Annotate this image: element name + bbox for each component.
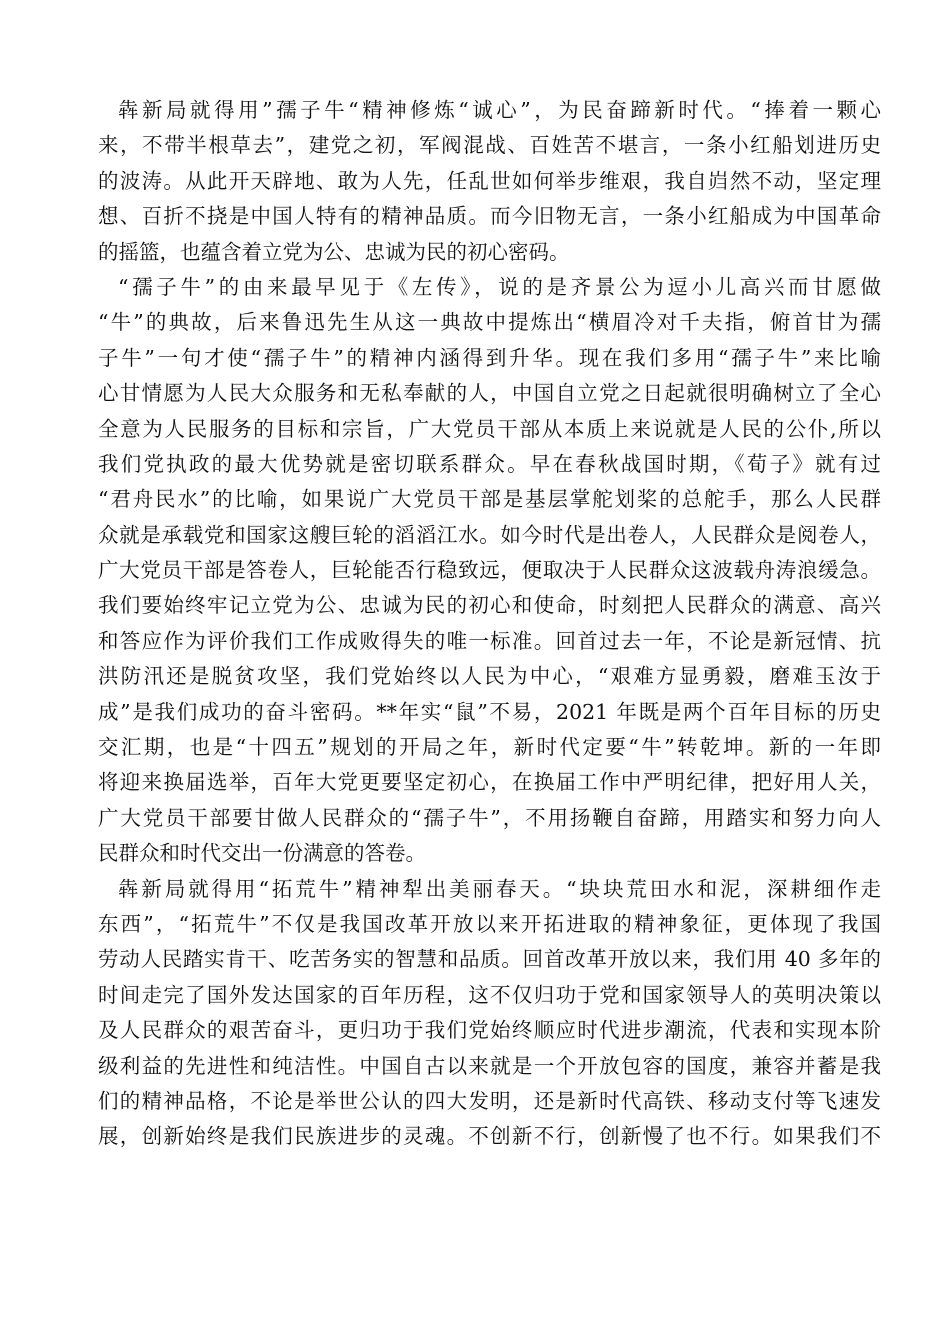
text-line: 广大党员干部要甘做人民群众的“孺子牛”，不用扬鞭自奋蹄，用踏实和努力向人 [98, 805, 881, 830]
text-line: 及人民群众的艰苦奋斗，更归功于我们党始终顺应时代进步潮流，代表和实现本阶 [98, 1018, 881, 1043]
text-line: 级利益的先进性和纯洁性。中国自古以来就是一个开放包容的国度，兼容并蓄是我 [98, 1053, 881, 1078]
text-line: 成”是我们成功的奋斗密码。**年实“鼠”不易，2021 年既是两个百年目标的历史 [98, 699, 881, 724]
text-line: 来，不带半根草去”，建党之初，军阀混战、百姓苦不堪言，一条小红船划进历史 [98, 133, 881, 158]
text-line: 犇新局就得用”孺子牛“精神修炼“诚心”，为民奋蹄新时代。“捧着一颗心 [118, 98, 881, 122]
text-line: “孺子牛”的由来最早见于《左传》，说的是齐景公为逗小儿高兴而甘愿做 [118, 274, 881, 299]
paragraph [98, 872, 881, 1155]
text-line: 和答应作为评价我们工作成败得失的唯一标准。回首过去一年，不论是新冠情、抗 [98, 628, 881, 653]
text-line: 犇新局就得用“拓荒牛”精神犁出美丽春天。“块块荒田水和泥，深耕细作走 [118, 876, 881, 901]
text-line: 展，创新始终是我们民族进步的灵魂。不创新不行，创新慢了也不行。如果我们不 [98, 1124, 881, 1149]
text-line: “牛”的典故，后来鲁迅先生从这一典故中提炼出“横眉冷对千夫指，俯首甘为孺 [98, 310, 881, 335]
text-line: 的摇篮，也蕴含着立党为公、忠诚为民的初心密码。 [98, 239, 570, 264]
text-line: 想、百折不挠是中国人特有的精神品质。而今旧物无言，一条小红船成为中国革命 [98, 204, 881, 229]
text-line: 民群众和时代交出一份满意的答卷。 [98, 841, 426, 866]
text-line: 广大党员干部是答卷人，巨轮能否行稳致远，便取决于人民群众这波载舟涛浪缓急。 [98, 558, 881, 583]
text-line: “君舟民水”的比喻，如果说广大党员干部是基层掌舵划桨的总舵手，那么人民群 [98, 487, 881, 512]
paragraph [98, 270, 881, 872]
text-line: 心甘情愿为人民大众服务和无私奉献的人，中国自立党之日起就很明确树立了全心 [98, 381, 881, 406]
text-line: 洪防汛还是脱贫攻坚，我们党始终以人民为中心，“艰难方显勇毅，磨难玉汝于 [98, 664, 881, 689]
text-line: 交汇期，也是“十四五”规划的开局之年，新时代定要“牛”转乾坤。新的一年即 [98, 735, 881, 760]
paragraph [98, 93, 881, 270]
text-line: 东西”，“拓荒牛”不仅是我国改革开放以来开拓进取的精神象征，更体现了我国 [98, 911, 881, 936]
text-line: 我们要始终牢记立党为公、忠诚为民的初心和使命，时刻把人民群众的满意、高兴 [98, 593, 881, 618]
text-line: 全意为人民服务的目标和宗旨，广大党员干部从本质上来说就是人民的公仆,所以 [98, 416, 881, 441]
text-line: 们的精神品格，不论是举世公认的四大发明，还是新时代高铁、移动支付等飞速发 [98, 1088, 881, 1113]
document-body [98, 93, 881, 1155]
text-line: 的波涛。从此开天辟地、敢为人先，任乱世如何举步维艰，我自岿然不动，坚定理 [98, 168, 881, 193]
text-line: 劳动人民踏实肯干、吃苦务实的智慧和品质。回首改革开放以来，我们用 40 多年的 [98, 947, 881, 972]
text-line: 时间走完了国外发达国家的百年历程，这不仅归功于党和国家领导人的英明决策以 [98, 982, 881, 1007]
text-line: 子牛”一句才使“孺子牛”的精神内涵得到升华。现在我们多用“孺子牛”来比喻 [98, 345, 881, 370]
text-line: 众就是承载党和国家这艘巨轮的滔滔江水。如今时代是出卷人，人民群众是阅卷人， [98, 522, 881, 547]
text-line: 我们党执政的最大优势就是密切联系群众。早在春秋战国时期，《荀子》就有过 [98, 451, 881, 476]
text-line: 将迎来换届选举，百年大党更要坚定初心，在换届工作中严明纪律，把好用人关， [98, 770, 881, 795]
